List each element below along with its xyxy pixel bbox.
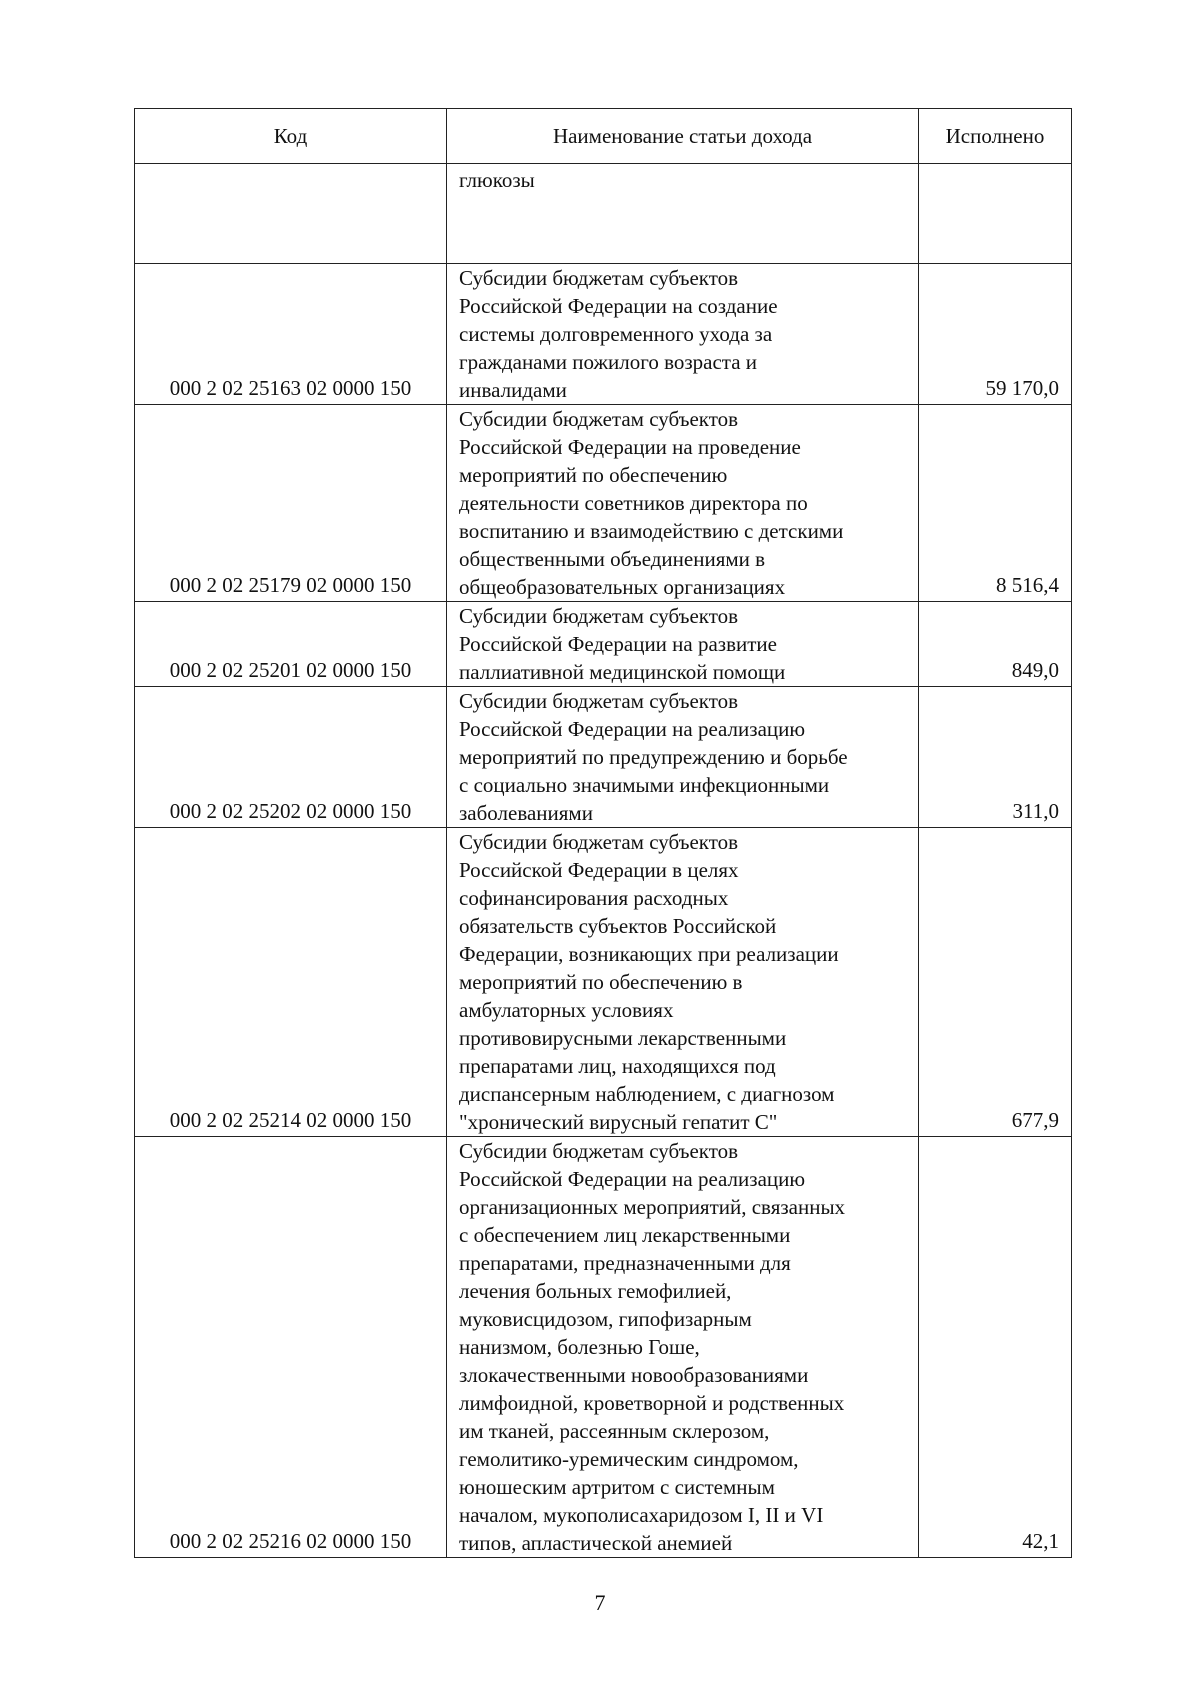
row-name-text: Субсидии бюджетам субъектов Российской Федерации на реализацию мероприятий по предупреждению и борьбе с социально значимыми инфекционными заболеваниями xyxy=(459,689,848,825)
table-row xyxy=(135,602,1072,687)
table-row xyxy=(135,264,1072,405)
row-name-text: глюкозы xyxy=(459,168,535,192)
row-name xyxy=(447,828,919,1137)
row-done: 8 516,4 xyxy=(919,405,1072,602)
row-code: 000 2 02 25216 02 0000 150 xyxy=(135,1137,447,1558)
table-row xyxy=(135,164,1072,264)
row-code: 000 2 02 25202 02 0000 150 xyxy=(135,687,447,828)
row-done: 42,1 xyxy=(919,1137,1072,1558)
row-done xyxy=(919,164,1072,264)
row-name xyxy=(447,687,919,828)
table-row xyxy=(135,828,1072,1137)
row-code: 000 2 02 25201 02 0000 150 xyxy=(135,602,447,687)
row-name-text: Субсидии бюджетам субъектов Российской Федерации на развитие паллиативной медицинской помощи xyxy=(459,604,786,684)
table-row xyxy=(135,687,1072,828)
row-code: 000 2 02 25214 02 0000 150 xyxy=(135,828,447,1137)
header-done: Исполнено xyxy=(919,109,1072,164)
header-code: Код xyxy=(135,109,447,164)
row-name xyxy=(447,405,919,602)
row-done: 59 170,0 xyxy=(919,264,1072,405)
revenue-table xyxy=(134,108,1072,1558)
row-code xyxy=(135,164,447,264)
row-name-text: Субсидии бюджетам субъектов Российской Федерации на проведение мероприятий по обеспечению деятельности советников директора по воспитанию и взаимодействию с детскими общественными объединениями в общеобразовательных организациях xyxy=(459,407,844,599)
row-name xyxy=(447,164,919,264)
table-header-row xyxy=(135,109,1072,164)
row-done: 677,9 xyxy=(919,828,1072,1137)
table-row xyxy=(135,405,1072,602)
row-name-text: Субсидии бюджетам субъектов Российской Федерации на реализацию организационных мероприятий, связанных с обеспечением лиц лекарственными препаратами, предназначенными для лечения больных гемофилией, муковисцидозом, гипофизарным нанизмом, болезнью Гоше, злокачественными новообразованиями лимфоидной, кроветворной и родственных им тканей, рассеянным склерозом, гемолитико-уремическим синдромом, юношеским артритом с системным началом, мукополисахаридозом I, II и VI типов, апластической анемией xyxy=(459,1139,846,1555)
row-name-text: Субсидии бюджетам субъектов Российской Федерации на создание системы долговременного ухода за гражданами пожилого возраста и инвалидами xyxy=(459,266,778,402)
row-code: 000 2 02 25179 02 0000 150 xyxy=(135,405,447,602)
row-name xyxy=(447,264,919,405)
row-name xyxy=(447,602,919,687)
row-code: 000 2 02 25163 02 0000 150 xyxy=(135,264,447,405)
row-done: 849,0 xyxy=(919,602,1072,687)
row-name xyxy=(447,1137,919,1558)
row-done: 311,0 xyxy=(919,687,1072,828)
table-row xyxy=(135,1137,1072,1558)
page-number: 7 xyxy=(594,1590,606,1615)
row-name-text: Субсидии бюджетам субъектов Российской Федерации в целях софинансирования расходных обязательств субъектов Российской Федерации, возникающих при реализации мероприятий по обеспечению в амбулаторных условиях противовирусными лекарственными препаратами лиц, находящихся под диспансерным наблюдением, с диагнозом "хронический вирусный гепатит С" xyxy=(459,830,839,1134)
header-name: Наименование статьи дохода xyxy=(447,109,919,164)
